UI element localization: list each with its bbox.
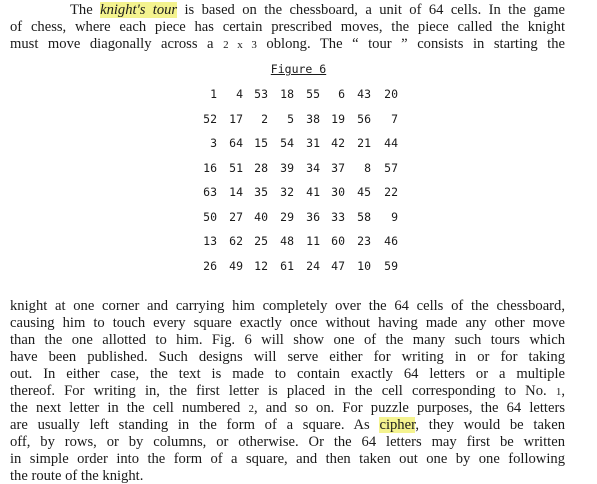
paragraph-2-line-8 bbox=[10, 417, 565, 433]
grid-cell: 10 bbox=[357, 258, 371, 273]
grid-cell: 22 bbox=[384, 185, 398, 199]
highlighted-term-knights-tour: knight's tour bbox=[100, 2, 178, 18]
grid-cell: 41 bbox=[306, 185, 320, 199]
grid-row bbox=[193, 258, 416, 283]
grid-cell: 56 bbox=[357, 111, 371, 126]
grid-cell: 32 bbox=[280, 185, 294, 199]
grid-cell: 26 bbox=[203, 258, 217, 273]
grid-row bbox=[193, 184, 416, 209]
grid-cell: 20 bbox=[384, 87, 398, 101]
grid-cell: 47 bbox=[331, 258, 345, 273]
grid-row bbox=[193, 111, 416, 136]
grid-row bbox=[193, 86, 416, 111]
grid-cell: 31 bbox=[306, 136, 320, 150]
grid-cell: 18 bbox=[280, 87, 294, 101]
paragraph-2-line-6 bbox=[10, 383, 565, 400]
paragraph-2-line-10: in simple order into the form of a square, and then taken out one by one following bbox=[10, 451, 565, 467]
grid-cell: 61 bbox=[280, 258, 294, 273]
paragraph-1-line-1 bbox=[70, 2, 565, 18]
grid-cell: 15 bbox=[254, 136, 268, 150]
grid-cell: 59 bbox=[384, 258, 398, 273]
grid-cell: 60 bbox=[331, 234, 345, 248]
grid-cell: 30 bbox=[331, 185, 345, 199]
grid-cell: 45 bbox=[357, 185, 371, 199]
grid-cell: 39 bbox=[280, 160, 294, 175]
grid-cell: 1 bbox=[210, 87, 217, 101]
grid-cell: 40 bbox=[254, 209, 268, 224]
grid-cell: 7 bbox=[391, 111, 398, 126]
grid-cell: 44 bbox=[384, 136, 398, 150]
grid-cell: 29 bbox=[280, 209, 294, 224]
number-one: 1 bbox=[555, 386, 562, 398]
highlighted-term-cipher: cipher bbox=[379, 417, 416, 433]
text-segment: , and so on. For puzzle purposes, the 64 letters bbox=[253, 400, 565, 416]
grid-cell: 54 bbox=[280, 136, 294, 150]
number-two: 2 bbox=[248, 403, 254, 415]
grid-cell: 64 bbox=[229, 136, 243, 150]
grid-cell: 37 bbox=[331, 160, 345, 175]
text-segment: oblong. The “ tour ” consists in starting the bbox=[256, 36, 566, 52]
grid-cell: 23 bbox=[357, 234, 371, 248]
paragraph-2-line-9: off, by rows, or by columns, or otherwise. Or the 64 letters may first be written bbox=[10, 434, 565, 450]
grid-cell: 2 bbox=[261, 111, 268, 126]
grid-cell: 16 bbox=[203, 160, 217, 175]
grid-cell: 48 bbox=[280, 234, 294, 248]
text-segment: , bbox=[561, 383, 565, 399]
grid-cell: 6 bbox=[338, 87, 345, 101]
grid-row bbox=[193, 209, 416, 234]
grid-cell: 25 bbox=[254, 234, 268, 248]
paragraph-2-line-7 bbox=[10, 400, 565, 417]
grid-cell: 17 bbox=[229, 111, 243, 126]
grid-cell: 8 bbox=[364, 160, 371, 175]
paragraph-2-line-4: have been published. Such designs will serve either for writing in or for taking bbox=[10, 349, 565, 365]
text-segment: The bbox=[70, 2, 101, 18]
grid-cell: 49 bbox=[229, 258, 243, 273]
grid-cell: 11 bbox=[306, 234, 320, 248]
grid-row bbox=[193, 160, 416, 185]
paragraph-2-line-5: out. In either case, the text is made to contain exactly 64 letters or a multiple bbox=[10, 366, 565, 382]
grid-cell: 43 bbox=[357, 87, 371, 101]
grid-cell: 51 bbox=[229, 160, 243, 175]
grid-cell: 3 bbox=[210, 136, 217, 150]
grid-cell: 53 bbox=[254, 87, 268, 101]
grid-cell: 38 bbox=[306, 111, 320, 126]
text-segment: must move diagonally across a bbox=[10, 36, 224, 52]
figure-title-text: Figure 6 bbox=[270, 62, 327, 76]
grid-cell: 9 bbox=[391, 209, 398, 224]
grid-cell: 62 bbox=[229, 234, 243, 248]
grid-cell: 19 bbox=[331, 111, 345, 126]
grid-cell: 52 bbox=[203, 111, 217, 126]
grid-cell: 12 bbox=[254, 258, 268, 273]
grid-cell: 4 bbox=[236, 87, 243, 101]
paragraph-2-line-1: knight at one corner and carrying him completely over the 64 cells of the chessboard, bbox=[10, 298, 565, 314]
paragraph-2-line-11: the route of the knight. bbox=[10, 468, 144, 484]
grid-cell: 34 bbox=[306, 160, 320, 175]
knights-tour-grid bbox=[193, 86, 416, 282]
grid-cell: 24 bbox=[306, 258, 320, 273]
grid-cell: 36 bbox=[306, 209, 320, 224]
grid-cell: 55 bbox=[306, 87, 320, 101]
paragraph-2-line-2: causing him to touch every square exactly once without having made any other move bbox=[10, 315, 565, 331]
oblong-dimensions: 2 x 3 bbox=[223, 39, 257, 51]
text-segment: is based on the chessboard, a unit of 64 cells. In the game bbox=[177, 2, 565, 18]
text-segment: thereof. For writing in, the first letter is placed in the cell corresponding to No. bbox=[10, 383, 556, 399]
grid-cell: 50 bbox=[203, 209, 217, 224]
text-segment: , they would be taken bbox=[415, 417, 565, 433]
text-segment: are usually left standing in the form of a square. As bbox=[10, 417, 380, 433]
grid-cell: 33 bbox=[331, 209, 345, 224]
grid-cell: 5 bbox=[287, 111, 294, 126]
grid-cell: 42 bbox=[331, 136, 345, 150]
grid-row bbox=[193, 233, 416, 258]
paragraph-2-line-3: than the one allotted to him. Fig. 6 will show one of the many such tours which bbox=[10, 332, 565, 348]
figure-title bbox=[0, 62, 597, 76]
grid-cell: 46 bbox=[384, 234, 398, 248]
grid-row bbox=[193, 135, 416, 160]
grid-cell: 57 bbox=[384, 160, 398, 175]
grid-cell: 13 bbox=[203, 234, 217, 248]
grid-cell: 58 bbox=[357, 209, 371, 224]
grid-cell: 28 bbox=[254, 160, 268, 175]
grid-cell: 63 bbox=[203, 185, 217, 199]
grid-cell: 14 bbox=[229, 185, 243, 199]
grid-cell: 21 bbox=[357, 136, 371, 150]
grid-cell: 27 bbox=[229, 209, 243, 224]
text-segment: the next letter in the cell numbered bbox=[10, 400, 249, 416]
paragraph-1-line-3 bbox=[10, 36, 565, 53]
paragraph-1-line-2: of chess, where each piece has certain prescribed moves, the piece called the knight bbox=[10, 19, 565, 35]
grid-cell: 35 bbox=[254, 185, 268, 199]
